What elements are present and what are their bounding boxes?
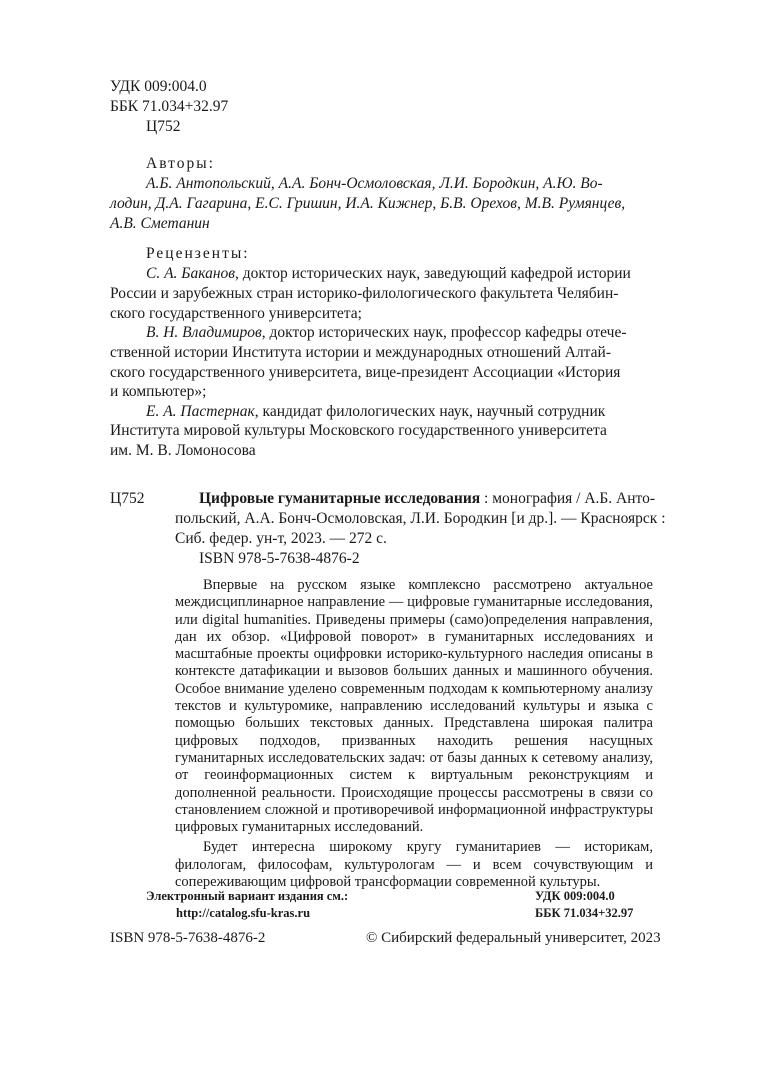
electronic-edition-label: Электронный вариант издания см.:	[146, 889, 349, 903]
reviewer-entry	[146, 323, 627, 343]
electronic-edition-url[interactable]: http://catalog.sfu-kras.ru	[176, 906, 311, 920]
reviewer-credentials: , кандидат филологических наук, научный сотрудник	[254, 403, 606, 420]
authors-line: А.Б. Антопольский, А.А. Бонч-Осмоловская, Л.И. Бородкин, А.Ю. Во-	[146, 175, 603, 192]
author-sign-code: Ц752	[146, 118, 181, 135]
bbk-code: ББК 71.034+32.97	[110, 98, 229, 115]
authors-line: лодин, Д.А. Гагарина, Е.С. Гришин, И.А. Кижнер, Б.В. Орехов, М.В. Румянцев,	[110, 195, 626, 212]
biblio-line: польский, А.А. Бонч-Осмоловская, Л.И. Бородкин [и др.]. — Красноярск :	[175, 510, 666, 527]
reviewer-line: ского государственного университета;	[110, 305, 362, 322]
abstract-paragraph: Впервые на русском языке комплексно рассмотрено актуальное междисциплинарное направление — цифровые гуманитарные исследования, или digital humanities. Приведены примеры (само)определения направления, дан их обзор. «Цифровой поворот» в гуманитарных исследованиях и масштабные проекты оцифровки историко-культурного наследия описаны в контексте датафикации и вызовов больших данных и машинного обучения. Особое внимание уделено современным подходам к компьютерному анализу текстов и культуромике, направлению исследований культуры и языка с помощью больших текстовых данных. Представлена широкая палитра цифровых подходов, призванных находить решения насущных гуманитарных исследовательских задач: от базы данных к сетевому анализу, от геоинформационных систем к виртуальным реконструкциям и дополненной реальности. Происходящие процессы рассмотрены в связи со становлением сложной и противоречивой информационной инфраструктуры цифровых гуманитарных исследований.	[175, 577, 653, 836]
abstract-paragraph: Будет интересна широкому кругу гуманитариев — историкам, филологам, философам, культурологам — и всем сочувствующим и сопереживающим цифровой трансформации современной культуры.	[175, 839, 653, 891]
reviewer-line: и компьютер»;	[110, 383, 207, 400]
biblio-first-line	[199, 489, 655, 509]
biblio-description: : монография / А.Б. Анто-	[480, 490, 656, 507]
reviewers-label: Рецензенты:	[146, 245, 250, 262]
authors-line: А.В. Сметанин	[110, 215, 210, 232]
reviewer-line: им. М. В. Ломоносова	[110, 442, 256, 459]
reviewer-name: В. Н. Владимиров	[146, 324, 262, 341]
reviewer-name: С. А. Баканов	[146, 265, 235, 282]
reviewer-line: ственной истории Института истории и международных отношений Алтай-	[110, 344, 611, 361]
biblio-line: Сиб. федер. ун-т, 2023. — 272 с.	[175, 530, 387, 547]
bbk-bottom: ББК 71.034+32.97	[535, 906, 634, 920]
reviewer-entry	[146, 402, 605, 422]
reviewer-entry	[146, 264, 631, 284]
footer-isbn: ISBN 978-5-7638-4876-2	[110, 930, 266, 946]
copyright-notice: © Сибирский федеральный университет, 2023	[366, 930, 661, 946]
biblio-code: Ц752	[110, 490, 145, 507]
reviewer-credentials: , доктор исторических наук, заведующий кафедрой истории	[234, 265, 631, 282]
udk-code: УДК 009:004.0	[110, 78, 207, 95]
authors-label: Авторы:	[146, 155, 215, 172]
reviewer-line: Института мировой культуры Московского государственного университета	[110, 422, 607, 439]
reviewer-line: России и зарубежных стран историко-филологического факультета Челябин-	[110, 285, 619, 302]
udk-bottom: УДК 009:004.0	[535, 889, 615, 903]
book-title: Цифровые гуманитарные исследования	[199, 490, 481, 507]
biblio-isbn: ISBN 978-5-7638-4876-2	[199, 550, 360, 567]
abstract	[175, 577, 653, 891]
reviewer-credentials: , доктор исторических наук, профессор кафедры отече-	[261, 324, 627, 341]
reviewer-line: ского государственного университета, вице-президент Ассоциации «История	[110, 364, 621, 381]
reviewer-name: Е. А. Пастернак	[146, 403, 255, 420]
